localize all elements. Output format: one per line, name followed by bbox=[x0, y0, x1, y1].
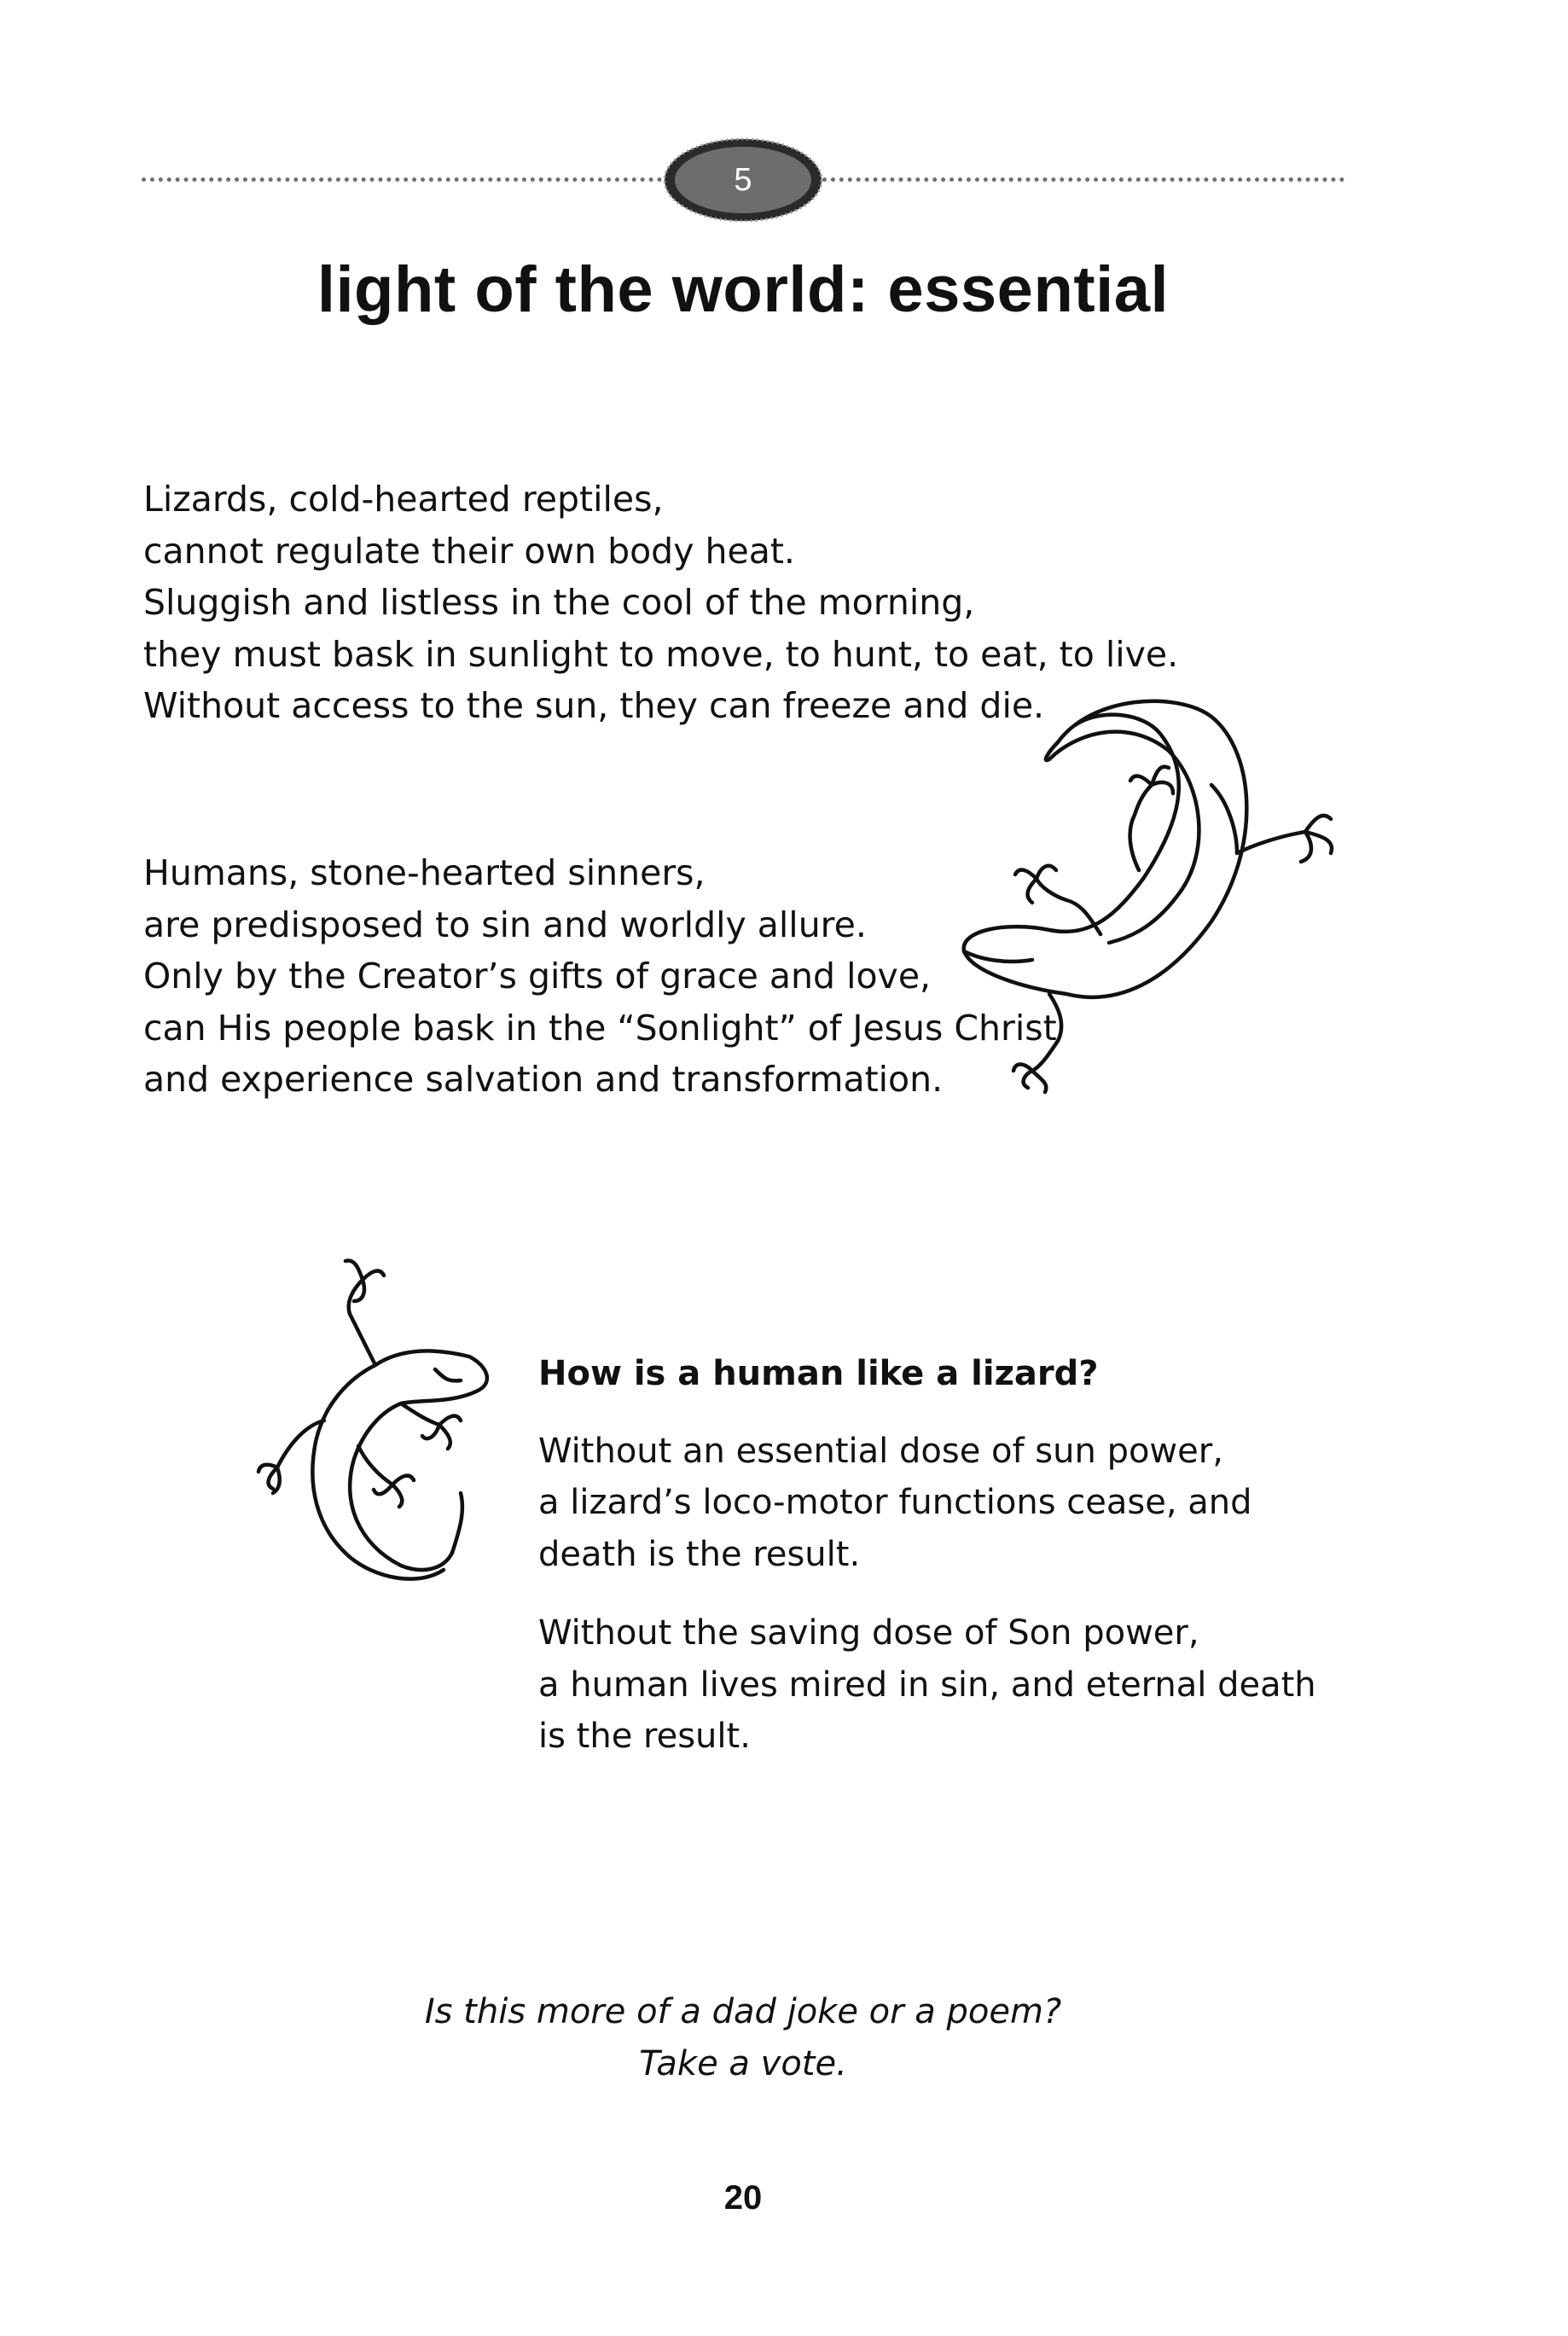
stanza-line: and experience salvation and transformation. bbox=[143, 1059, 944, 1100]
answer-paragraph-2 bbox=[538, 1607, 1316, 1763]
answer-line: is the result. bbox=[538, 1717, 751, 1756]
lizard-icon bbox=[230, 1229, 495, 1587]
answer-line: Without an essential dose of sun power, bbox=[538, 1431, 1223, 1471]
stanza-line: they must bask in sunlight to move, to hunt, to eat, to live. bbox=[143, 633, 1179, 675]
stanza-line: Only by the Creator’s gifts of grace and love, bbox=[143, 956, 932, 997]
answer-line: a human lives mired in sin, and eternal death bbox=[538, 1665, 1316, 1705]
closing-line: Take a vote. bbox=[639, 2043, 847, 2083]
stanza-line: Sluggish and listless in the cool of the morning, bbox=[143, 582, 975, 623]
page-number: 20 bbox=[723, 2179, 763, 2217]
stanza-line: Humans, stone-hearted sinners, bbox=[143, 852, 706, 893]
answer-line: death is the result. bbox=[538, 1534, 861, 1574]
answer-line: a lizard’s loco-motor functions cease, and bbox=[538, 1483, 1252, 1522]
page-title: light of the world: essential bbox=[317, 253, 1170, 326]
stanza-line: Without access to the sun, they can freeze and die. bbox=[143, 685, 1045, 726]
answer-paragraph-1 bbox=[538, 1426, 1316, 1581]
header-divider-right bbox=[814, 177, 1344, 182]
lizard-icon bbox=[955, 683, 1348, 1118]
closing-line: Is this more of a dad joke or a poem? bbox=[424, 1992, 1062, 2031]
answer-line: Without the saving dose of Son power, bbox=[538, 1613, 1199, 1653]
stanza-2 bbox=[143, 847, 1057, 1106]
closing-question bbox=[0, 1986, 1486, 2089]
question-heading: How is a human like a lizard? bbox=[538, 1354, 1099, 1393]
stanza-line: Lizards, cold-hearted reptiles, bbox=[143, 479, 664, 520]
chapter-number: 5 bbox=[734, 162, 752, 198]
question-block bbox=[538, 1348, 1316, 1763]
stanza-line: can His people bask in the “Sonlight” of Jesus Christ bbox=[143, 1007, 1057, 1049]
header-divider-left bbox=[142, 177, 671, 182]
stanza-line: cannot regulate their own body heat. bbox=[143, 530, 795, 572]
stanza-line: are predisposed to sin and worldly allure. bbox=[143, 904, 867, 945]
